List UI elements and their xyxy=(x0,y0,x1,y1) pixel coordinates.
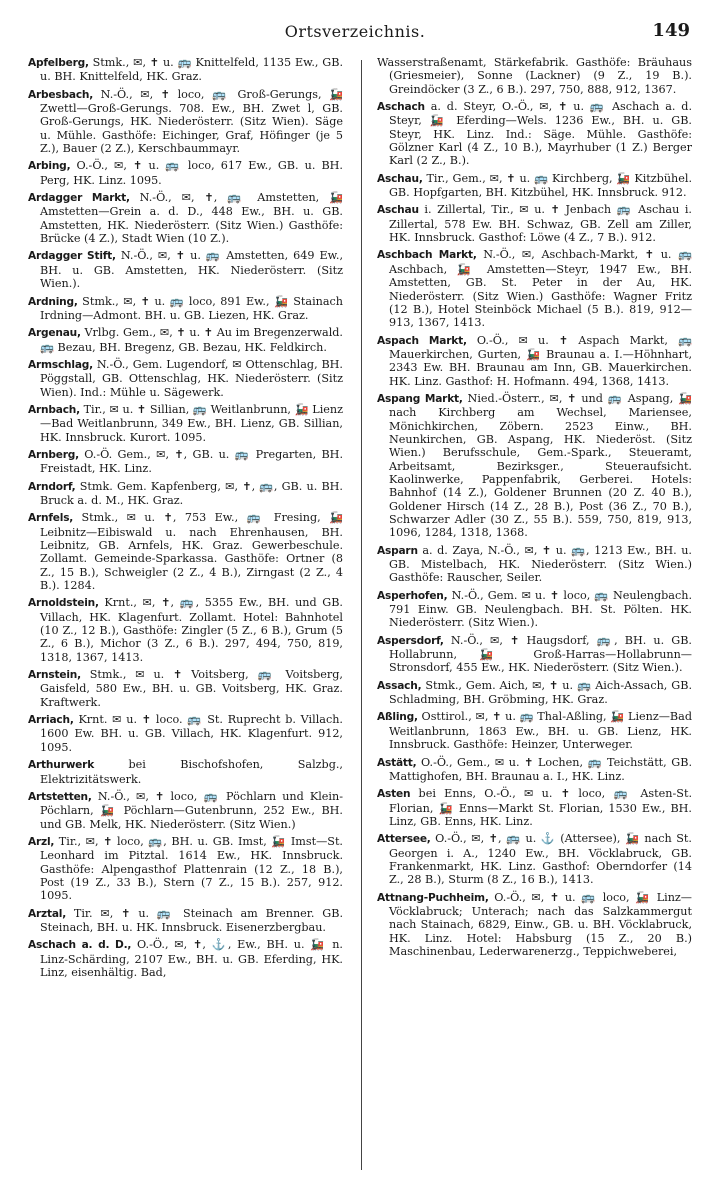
directory-entry xyxy=(377,544,692,585)
entry-description: N.-Ö., ✉, ✝ loco, 🚌 Groß-Gerungs, 🚂 Zwettl—Groß-Gerungs. 708. Ew., BH. Zwet l, GB. Groß-Gerungs, HK. Niederösterr. (Sitz Wien). Säge u. Mühle. Gasthöfe: Eichinger, Graf, Höfinger (je 5 Z.), Bauer (2 Z.), Kerschbaummayr. xyxy=(40,87,343,156)
directory-entry xyxy=(377,203,692,244)
entry-description: Stmk., ✉ u. ✝, 753 Ew., 🚌 Fresing, 🚂 Leibnitz—Eibiswald u. nach Ehrenhausen, BH. Leibnitz, GB. Arnfels, HK. Graz. Gewerbeschule. Zollamt. Gemeinde-Sparkassa. Gasthöfe: Ortner (8 Z., 15 B.), Schweigler (2 Z., 4 B.), Zirngast (2 Z., 4 B.). 1284. xyxy=(40,511,343,593)
directory-entry xyxy=(28,56,343,84)
entry-description: Stmk., ✉ u. ✝ Voitsberg, 🚌 Voitsberg, Gaisfeld, 580 Ew., BH. u. GB. Voitsberg, HK. Graz. Kraftwerk. xyxy=(40,668,343,709)
entry-description: Vrlbg. Gem., ✉, ✝ u. ✝ Au im Bregenzerwald. 🚌 Bezau, BH. Bregenz, GB. Bezau, HK. Feldkirch. xyxy=(40,326,343,354)
directory-entry xyxy=(28,668,343,709)
directory-entry xyxy=(377,634,692,675)
entry-place-name: Astätt, xyxy=(377,756,417,769)
directory-entry xyxy=(377,589,692,630)
entry-place-name: Arztal, xyxy=(28,907,67,920)
directory-entry xyxy=(28,596,343,664)
directory-entry xyxy=(28,835,343,903)
entry-place-name: Apfelberg, xyxy=(28,57,89,69)
entry-description: N.-Ö., ✉, ✝ u. 🚌 Amstetten, 649 Ew., BH. u. GB. Amstetten, HK. Niederösterr. (Sitz Wien.). xyxy=(40,249,343,291)
entry-place-name: Asten xyxy=(377,788,411,801)
entry-place-name: Asperhofen, xyxy=(377,589,448,602)
directory-entry xyxy=(28,480,343,508)
entry-place-name: Assach, xyxy=(377,679,422,692)
entry-description: bei Bischofshofen, Salzbg., Elektrizitätswerk. xyxy=(40,758,343,786)
directory-entry xyxy=(28,511,343,592)
entry-description: Tir., ✉ u. ✝ Sillian, 🚌 Weitlanbrunn, 🚂 Lienz—Bad Weitlanbrunn, 349 Ew., BH. Lienz, GB. Sillian, HK. Innsbruck. Kurort. 1095. xyxy=(40,402,343,444)
entry-place-name: Arbing, xyxy=(28,160,71,173)
entry-place-name: Aschbach Markt, xyxy=(377,249,477,262)
entry-place-name: Arbesbach, xyxy=(28,88,94,101)
entry-place-name: Ardning, xyxy=(28,295,78,308)
entry-place-name: Asparn xyxy=(377,544,418,557)
entry-place-name: Aspach Markt, xyxy=(377,334,467,347)
entry-description: O.-Ö., ✉, ✝ u. 🚌 loco, 🚂 Linz—Vöcklabruck; Unterach; nach das Salzkammergut nach Stainach, 6829, Einw., GB. u. BH. Vöcklabruck, HK. Linz. Hotel: Habsburg (15 Z., 20 B.) Maschinenbau, Lederwarenerzg., Teppichweberei, xyxy=(389,890,692,958)
entry-place-name: Aschau xyxy=(377,204,419,217)
entry-description: O.-Ö., Gem., ✉ u. ✝ Lochen, 🚌 Teichstätt, GB. Mattighofen, BH. Braunau a. I., HK. Linz. xyxy=(389,755,692,783)
entry-description: Stmk., ✉, ✝ u. 🚌 loco, 891 Ew., 🚂 Stainach Irdning—Admont. BH. u. GB. Liezen, HK. Graz. xyxy=(40,294,343,322)
entry-description: Nied.-Österr., ✉, ✝ und 🚌 Aspang, 🚂 nach Kirchberg am Wechsel, Mariensee, Mönichkirchen, Zöbern. 2523 Einw., BH. Neunkirchen, GB. Aspang, HK. Niederöst. (Sitz Wien.) Berufsschule, Gem.-Spark., Steueramt, Arbeitsamt, Bezirksger., Steueraufsicht. Kaolinwerke, Pappenfabrik, Gerberei. Hotels: Bahnhof (14 Z.), Goldener Brunnen (20 Z. 40 B.), Goldener Hirsch (14 Z., 28 B.), Post (36 Z., 70 B.), Schwarzer Adler (30 Z., 55 B.). 559, 750, 819, 913, 1096, 1284, 1318, 1368. xyxy=(389,391,692,540)
entry-description: Krnt., ✉, ✝, 🚌, 5355 Ew., BH. und GB. Villach, HK. Klagenfurt. Zollamt. Hotel: Bahnhotel (10 Z., 12 B.), Gasthöfe: Zingler (5 Z., 6 B.), Grum (5 Z., 6 B.), Michor (3 Z., 6 B.). 297, 494, 750, 819, 1318, 1367, 1413. xyxy=(40,596,343,664)
entry-description: a. d. Steyr, O.-Ö., ✉, ✝ u. 🚌 Aschach a. d. Steyr, 🚂 Eferding—Wels. 1236 Ew., BH. u. GB. Steyr, HK. Linz. Ind.: Säge. Mühle. Gasthöfe: Gölzner Karl (4 Z., 10 B.), Mayrhuber (1 Z.) Berger Karl (2 Z., B.). xyxy=(389,100,692,168)
page-header xyxy=(0,8,710,48)
entry-description: N.-Ö., ✉, ✝ loco, 🚌 Pöchlarn und Klein-Pöchlarn, 🚂 Pöchlarn—Gutenbrunn, 252 Ew., BH. und GB. Melk, HK. Niederösterr. (Sitz Wien.) xyxy=(40,789,343,831)
entry-place-name: Ardagger Stift, xyxy=(28,250,116,263)
directory-entry xyxy=(28,249,343,290)
directory-entry xyxy=(377,710,692,751)
entry-place-name: Arndorf, xyxy=(28,480,76,493)
entry-place-name: Argenau, xyxy=(28,327,81,340)
directory-entry xyxy=(28,790,343,831)
entry-place-name: Attnang-Puchheim, xyxy=(377,891,489,904)
directory-entry xyxy=(28,448,343,476)
directory-entry xyxy=(28,159,343,187)
entry-description: N.-Ö., Gem. ✉ u. ✝ loco, 🚌 Neulengbach. 791 Einw. GB. Neulengbach. BH. St. Pölten. HK. Niederösterr. (Sitz Wien.). xyxy=(389,588,692,630)
entry-description: N.-Ö., ✉, ✝, 🚌 Amstetten, 🚂 Amstetten—Grein a. d. D., 448 Ew., BH. u. GB. Amstetten, HK. Niederösterr. (Sitz Wien.) Gasthöfe: Brücke (4 Z.), Stadt Wien (10 Z.). xyxy=(40,191,343,246)
directory-entry xyxy=(377,679,692,707)
entry-description: a. d. Zaya, N.-Ö., ✉, ✝ u. 🚌, 1213 Ew., BH. u. GB. Mistelbach, HK. Niederösterr. (Sitz Wien.) Gasthöfe: Rauscher, Seiler. xyxy=(389,543,692,585)
entry-description: Krnt. ✉ u. ✝ loco. 🚌 St. Ruprecht b. Villach. 1600 Ew. BH. u. GB. Villach, HK. Klagenfurt. 912, 1095. xyxy=(40,713,343,754)
entry-description: O.-Ö. Gem., ✉, ✝, GB. u. 🚌 Pregarten, BH. Freistadt, HK. Linz. xyxy=(40,447,343,476)
entry-description: O.-Ö., ✉, ✝ u. 🚌 loco, 617 Ew., GB. u. BH. Perg, HK. Linz. 1095. xyxy=(40,159,343,187)
directory-entry xyxy=(377,832,692,886)
entry-place-name: Arnbach, xyxy=(28,403,80,416)
directory-columns xyxy=(28,56,692,1174)
page-title: Ortsverzeichnis. xyxy=(284,22,426,41)
directory-entry xyxy=(377,56,692,96)
entry-description: N.-Ö., ✉, ✝ Haugsdorf, 🚌, BH. u. GB. Hollabrunn, 🚂 Groß-Harras—Hollabrunn—Stronsdorf, 455 Ew., HK. Niederösterr. (Sitz Wien.). xyxy=(389,633,692,675)
directory-entry xyxy=(28,938,343,979)
entry-place-name: Arnstein, xyxy=(28,669,81,682)
entry-description: Tir., Gem., ✉, ✝ u. 🚌 Kirchberg, 🚂 Kitzbühel. GB. Hopfgarten, BH. Kitzbühel, HK. Innsbruck. 912. xyxy=(389,171,692,200)
right-column xyxy=(377,56,692,1174)
directory-entry xyxy=(28,907,343,935)
directory-entry xyxy=(377,787,692,828)
entry-place-name: Arthurwerk xyxy=(28,759,95,772)
entry-place-name: Arriach, xyxy=(28,714,74,727)
entry-place-name: Aspang Markt, xyxy=(377,392,463,405)
entry-description: Wasserstraßenamt, Stärkefabrik. Gasthöfe: Bräuhaus (Griesmeier), Sonne (Lackner) (9 Z., 19 B.). Greindöcker (3 Z., 6 B.). 297, 750, 888, 912, 1367. xyxy=(377,56,692,96)
directory-entry xyxy=(28,295,343,323)
left-column xyxy=(28,56,343,1174)
directory-entry xyxy=(377,756,692,784)
entry-description: Tir. ✉, ✝ u. 🚌 Steinach am Brenner. GB. Steinach, BH. u. HK. Innsbruck. Eisenerzbergbau. xyxy=(40,906,343,934)
entry-place-name: Arnfels, xyxy=(28,512,74,525)
directory-entry xyxy=(377,172,692,200)
entry-description: Tir., ✉, ✝ loco, 🚌, BH. u. GB. Imst, 🚂 Imst—St. Leonhard im Pitztal. 1614 Ew., HK. Innsbruck. Gasthöfe: Alpengasthof Plattenrain (12 Z., 18 B.), Post (19 Z., 33 B.), Stern (7 Z., 15 B.). 257, 912. 1095. xyxy=(40,834,343,903)
entry-description: O.-Ö., ✉, ✝, 🚌 u. ⚓ (Attersee), 🚂 nach St. Georgen i. A., 1240 Ew., BH. Vöcklabruck, GB. Frankenmarkt, HK. Linz. Gasthof: Oberndorfer (14 Z., 28 B.), Sturm (8 Z., 16 B.), 1413. xyxy=(389,832,692,887)
directory-entry xyxy=(377,100,692,168)
entry-description: Stmk., Gem. Aich, ✉, ✝ u. 🚌 Aich-Assach, GB. Schladming, BH. Gröbming, HK. Graz. xyxy=(389,678,692,707)
directory-entry xyxy=(28,713,343,754)
entry-place-name: Aschau, xyxy=(377,172,423,185)
entry-description: Osttirol., ✉, ✝ u. 🚌 Thal-Aßling, 🚂 Lienz—Bad Weitlanbrunn, 1863 Ew., BH. u. GB. Lienz, HK. Innsbruck. Gasthöfe: Heinzer, Unterweger. xyxy=(389,710,692,752)
directory-entry xyxy=(377,248,692,329)
directory-entry xyxy=(28,326,343,354)
entry-place-name: Arzl, xyxy=(28,835,55,848)
entry-place-name: Aschach a. d. D., xyxy=(28,939,132,952)
directory-entry xyxy=(28,758,343,786)
entry-description: Stmk., ✉, ✝ u. 🚌 Knittelfeld, 1135 Ew., GB. u. BH. Knittelfeld, HK. Graz. xyxy=(40,56,343,84)
entry-place-name: Aßling, xyxy=(377,711,418,724)
entry-description: O.-Ö., ✉, ✝, ⚓, Ew., BH. u. 🚂 n. Linz-Schärding, 2107 Ew., BH. u. GB. Eferding, HK. Linz, eisenhältig. Bad, xyxy=(40,938,343,979)
column-divider xyxy=(361,60,362,1170)
entry-description: i. Zillertal, Tir., ✉ u. ✝ Jenbach 🚌 Aschau i. Zillertal, 578 Ew. BH. Schwaz, GB. Zell am Ziller, HK. Innsbruck. Gasthof: Löwe (4 Z., 7 B.). 912. xyxy=(389,203,692,245)
entry-place-name: Aspersdorf, xyxy=(377,634,444,647)
entry-place-name: Attersee, xyxy=(377,833,431,846)
directory-entry xyxy=(377,891,692,959)
directory-entry xyxy=(377,334,692,388)
directory-entry xyxy=(377,392,692,540)
directory-entry xyxy=(28,88,343,156)
entry-description: N.-Ö., ✉, Aschbach-Markt, ✝ u. 🚌 Aschbach, 🚂 Amstetten—Steyr, 1947 Ew., BH. Amstetten, GB. St. Peter in der Au, HK. Niederösterr. (Sitz Wien.) Gasthöfe: Wagner Fritz (12 B.), Hotel Steinböck Michael (5 B.). 819, 912—913, 1367, 1413. xyxy=(389,248,692,330)
entry-place-name: Aschach xyxy=(377,101,425,114)
directory-entry xyxy=(28,191,343,245)
entry-description: bei Enns, O.-Ö., ✉ u. ✝ loco, 🚌 Asten-St. Florian, 🚂 Enns—Markt St. Florian, 1530 Ew., BH. Linz, GB. Enns, HK. Linz. xyxy=(389,787,692,828)
directory-entry xyxy=(28,403,343,444)
entry-place-name: Ardagger Markt, xyxy=(28,192,130,205)
entry-description: Stmk. Gem. Kapfenberg, ✉, ✝, 🚌, GB. u. BH. Bruck a. d. M., HK. Graz. xyxy=(40,479,343,507)
directory-entry xyxy=(28,358,343,399)
entry-place-name: Artstetten, xyxy=(28,790,92,803)
entry-description: N.-Ö., Gem. Lugendorf, ✉ Ottenschlag, BH. Pöggstall, GB. Ottenschlag, HK. Niederösterr. (Sitz Wien). Ind.: Mühle u. Sägewerk. xyxy=(40,357,343,399)
entry-place-name: Arnberg, xyxy=(28,448,79,461)
page-number: 149 xyxy=(652,20,690,41)
entry-place-name: Armschlag, xyxy=(28,358,93,371)
entry-description: O.-Ö., ✉ u. ✝ Aspach Markt, 🚌 Mauerkirchen, Gurten, 🚂 Braunau a. I.—Höhnhart, 2343 Ew. BH. Braunau am Inn, GB. Mauerkirchen. HK. Linz. Gasthof: H. Hofmann. 494, 1368, 1413. xyxy=(389,333,692,388)
entry-place-name: Arnoldstein, xyxy=(28,597,99,610)
